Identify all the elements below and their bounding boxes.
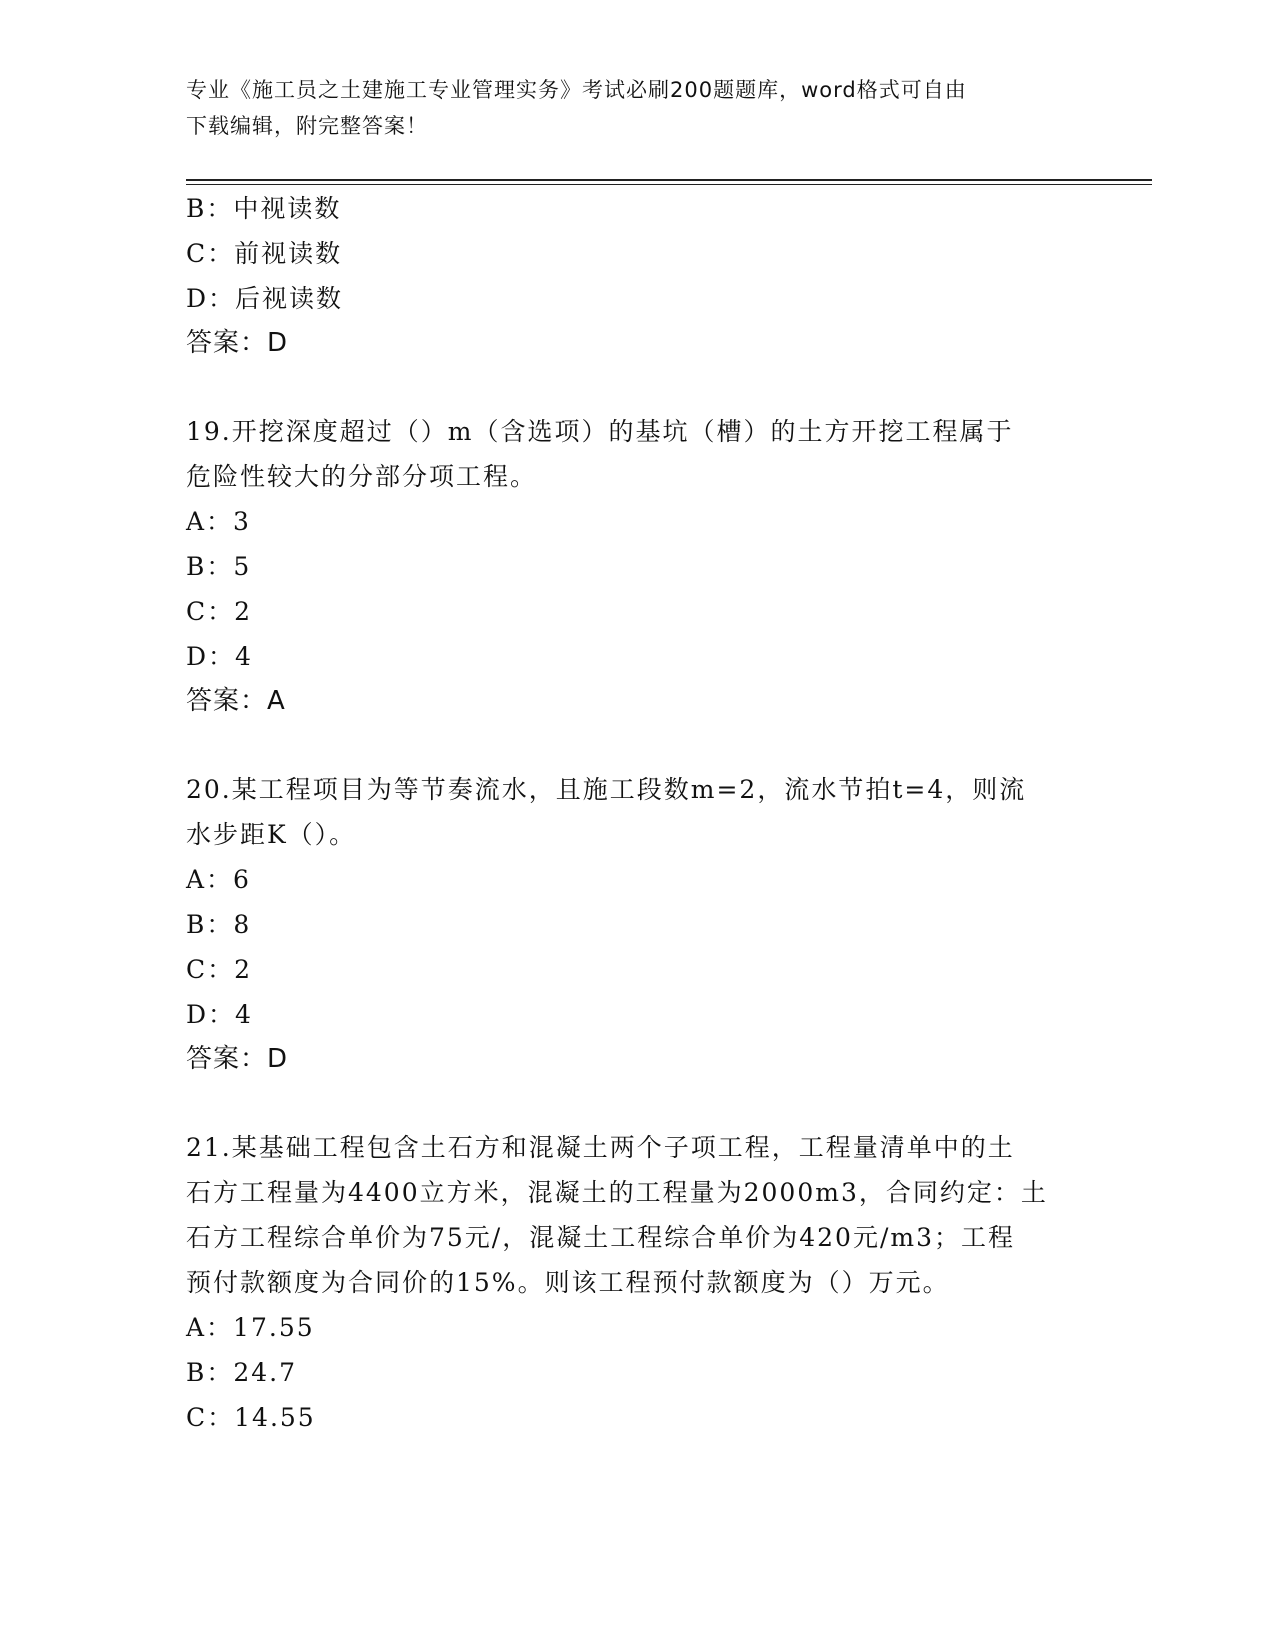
option-b: B：24.7 xyxy=(186,1358,298,1387)
question-stem-line: 危险性较大的分部分项工程。 xyxy=(186,462,538,491)
option-b: B：8 xyxy=(186,910,252,939)
question-stem-line: 20.某工程项目为等节奏流水，且施工段数m=2，流水节拍t=4，则流 xyxy=(186,775,1027,804)
document-header xyxy=(186,72,1066,144)
answer-line: 答案：D xyxy=(186,328,289,358)
option-c: C：前视读数 xyxy=(186,239,343,268)
header-divider-thin xyxy=(186,184,1152,185)
question-stem-line: 19.开挖深度超过（）m（含选项）的基坑（槽）的土方开挖工程属于 xyxy=(186,417,1014,446)
option-c: C：14.55 xyxy=(186,1403,316,1432)
answer-line: 答案：D xyxy=(186,1044,289,1074)
question-stem-line: 石方工程量为4400立方米，混凝土的工程量为2000m3，合同约定：土 xyxy=(186,1178,1048,1207)
answer-line: 答案：A xyxy=(186,686,286,716)
question-stem-line: 21.某基础工程包含土石方和混凝土两个子项工程，工程量清单中的土 xyxy=(186,1133,1015,1162)
option-a: A：3 xyxy=(186,507,251,536)
header-divider-thick xyxy=(186,179,1152,181)
option-c: C：2 xyxy=(186,597,253,626)
question-stem-line: 石方工程综合单价为75元/，混凝土工程综合单价为420元/m3；工程 xyxy=(186,1223,1015,1252)
question-20 xyxy=(186,767,1086,1082)
question-21 xyxy=(186,1125,1086,1440)
question-19 xyxy=(186,409,1086,724)
option-a: A：17.55 xyxy=(186,1313,315,1342)
option-d: D：4 xyxy=(186,642,253,671)
header-line-1: 专业《施工员之土建施工专业管理实务》考试必刷200题题库，word格式可自由 xyxy=(186,78,967,102)
document-body xyxy=(186,186,1086,1440)
header-line-2: 下载编辑，附完整答案！ xyxy=(186,114,428,138)
option-d: D：4 xyxy=(186,1000,253,1029)
question-stem-line: 水步距K（）。 xyxy=(186,820,357,849)
option-b: B：5 xyxy=(186,552,252,581)
option-d: D：后视读数 xyxy=(186,284,344,313)
option-c: C：2 xyxy=(186,955,253,984)
option-b: B：中视读数 xyxy=(186,194,342,223)
option-a: A：6 xyxy=(186,865,251,894)
question-continued xyxy=(186,186,1086,366)
question-stem-line: 预付款额度为合同价的15%。则该工程预付款额度为（）万元。 xyxy=(186,1268,950,1297)
